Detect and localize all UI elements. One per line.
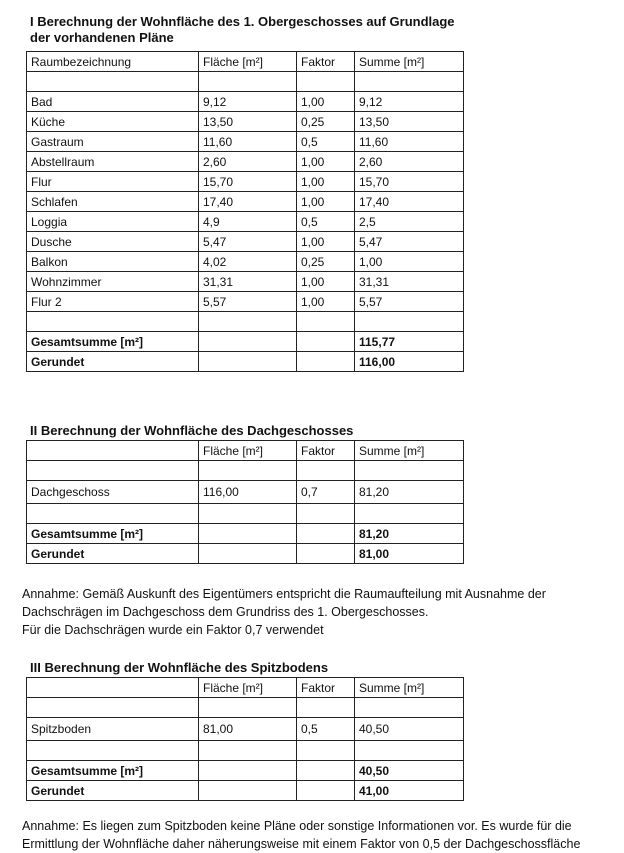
table-spitzboden	[26, 677, 464, 801]
room-factor: 1,00	[297, 192, 355, 212]
room-factor: 0,5	[297, 212, 355, 232]
column-header	[27, 678, 199, 698]
room-name: Flur	[27, 172, 199, 192]
total-label: Gesamtsumme [m²]	[27, 332, 199, 352]
room-sum: 15,70	[355, 172, 464, 192]
table-row	[27, 152, 464, 172]
note-line: Annahme: Es liegen zum Spitzboden keine Pläne oder sonstige Informationen vor. Es wurde für die	[22, 819, 572, 833]
room-name: Gastraum	[27, 132, 199, 152]
room-sum: 2,60	[355, 152, 464, 172]
room-area: 2,60	[199, 152, 297, 172]
total-value: 40,50	[355, 761, 464, 781]
room-area: 13,50	[199, 112, 297, 132]
rounded-label: Gerundet	[27, 781, 199, 801]
room-area: 116,00	[199, 481, 297, 504]
table-row-empty	[27, 461, 464, 481]
room-area: 4,9	[199, 212, 297, 232]
table-row	[27, 132, 464, 152]
room-factor: 0,25	[297, 252, 355, 272]
room-factor: 1,00	[297, 292, 355, 312]
table-dachgeschoss	[26, 440, 464, 564]
rounded-row	[27, 544, 464, 564]
room-name: Balkon	[27, 252, 199, 272]
room-factor: 0,25	[297, 112, 355, 132]
table-row	[27, 212, 464, 232]
rounded-value: 81,00	[355, 544, 464, 564]
room-factor: 1,00	[297, 92, 355, 112]
section-2-heading: II Berechnung der Wohnfläche des Dachgeschosses	[30, 423, 354, 438]
room-name: Bad	[27, 92, 199, 112]
column-header: Summe [m²]	[355, 441, 464, 461]
note-line: Ermittlung der Wohnfläche daher näherungsweise mit einem Faktor von 0,5 der Dachgeschossfläche	[22, 837, 581, 851]
room-sum: 17,40	[355, 192, 464, 212]
room-sum: 2,5	[355, 212, 464, 232]
section-1-heading-line-2: der vorhandenen Pläne	[30, 30, 174, 45]
table-header-row	[27, 678, 464, 698]
room-area: 4,02	[199, 252, 297, 272]
table-row-empty	[27, 741, 464, 761]
room-area: 81,00	[199, 718, 297, 741]
room-name: Küche	[27, 112, 199, 132]
room-area: 9,12	[199, 92, 297, 112]
table-row-empty	[27, 312, 464, 332]
column-header: Faktor	[297, 441, 355, 461]
note-line: Dachschrägen im Dachgeschoss dem Grundriss des 1. Obergeschosses.	[22, 605, 429, 619]
room-name: Loggia	[27, 212, 199, 232]
room-sum: 1,00	[355, 252, 464, 272]
room-sum: 5,47	[355, 232, 464, 252]
room-sum: 40,50	[355, 718, 464, 741]
table-row	[27, 92, 464, 112]
section-3-heading: III Berechnung der Wohnfläche des Spitzbodens	[30, 660, 329, 675]
room-sum: 13,50	[355, 112, 464, 132]
room-factor: 1,00	[297, 152, 355, 172]
column-header: Fläche [m²]	[199, 678, 297, 698]
room-sum: 9,12	[355, 92, 464, 112]
column-header: Faktor	[297, 52, 355, 72]
room-factor: 1,00	[297, 172, 355, 192]
room-factor: 1,00	[297, 232, 355, 252]
section-1-heading-line-1: I Berechnung der Wohnfläche des 1. Obergeschosses auf Grundlage	[30, 14, 455, 29]
table-row-empty	[27, 504, 464, 524]
room-factor: 0,5	[297, 718, 355, 741]
rounded-label: Gerundet	[27, 544, 199, 564]
section-1-heading	[30, 14, 455, 46]
column-header: Summe [m²]	[355, 678, 464, 698]
table-row-empty	[27, 698, 464, 718]
table-row	[27, 192, 464, 212]
table-row-empty	[27, 72, 464, 92]
section-2-note	[22, 585, 612, 639]
column-header: Raumbezeichnung	[27, 52, 199, 72]
room-area: 17,40	[199, 192, 297, 212]
column-header: Fläche [m²]	[199, 52, 297, 72]
room-area: 5,47	[199, 232, 297, 252]
total-label: Gesamtsumme [m²]	[27, 524, 199, 544]
room-factor: 0,5	[297, 132, 355, 152]
note-line: Für die Dachschrägen wurde ein Faktor 0,7 verwendet	[22, 623, 324, 637]
room-factor: 0,7	[297, 481, 355, 504]
section-3-note	[22, 817, 612, 853]
table-row	[27, 272, 464, 292]
table-header-row	[27, 441, 464, 461]
total-row	[27, 332, 464, 352]
rounded-label: Gerundet	[27, 352, 199, 372]
room-name: Wohnzimmer	[27, 272, 199, 292]
table-row	[27, 252, 464, 272]
table-row	[27, 718, 464, 741]
room-name: Dachgeschoss	[27, 481, 199, 504]
room-sum: 5,57	[355, 292, 464, 312]
note-line: Annahme: Gemäß Auskunft des Eigentümers entspricht die Raumaufteilung mit Ausnahme der	[22, 587, 546, 601]
table-row	[27, 481, 464, 504]
room-name: Spitzboden	[27, 718, 199, 741]
room-name: Flur 2	[27, 292, 199, 312]
rounded-row	[27, 352, 464, 372]
total-value: 115,77	[355, 332, 464, 352]
total-row	[27, 524, 464, 544]
column-header: Summe [m²]	[355, 52, 464, 72]
room-name: Schlafen	[27, 192, 199, 212]
room-area: 5,57	[199, 292, 297, 312]
room-sum: 81,20	[355, 481, 464, 504]
rounded-value: 41,00	[355, 781, 464, 801]
total-value: 81,20	[355, 524, 464, 544]
total-label: Gesamtsumme [m²]	[27, 761, 199, 781]
table-row	[27, 292, 464, 312]
room-sum: 11,60	[355, 132, 464, 152]
room-area: 15,70	[199, 172, 297, 192]
room-sum: 31,31	[355, 272, 464, 292]
column-header: Fläche [m²]	[199, 441, 297, 461]
room-area: 11,60	[199, 132, 297, 152]
table-row	[27, 232, 464, 252]
table-header-row	[27, 52, 464, 72]
table-obergeschoss	[26, 51, 464, 372]
room-factor: 1,00	[297, 272, 355, 292]
room-area: 31,31	[199, 272, 297, 292]
rounded-row	[27, 781, 464, 801]
room-name: Abstellraum	[27, 152, 199, 172]
rounded-value: 116,00	[355, 352, 464, 372]
table-row	[27, 112, 464, 132]
column-header: Faktor	[297, 678, 355, 698]
table-row	[27, 172, 464, 192]
total-row	[27, 761, 464, 781]
column-header	[27, 441, 199, 461]
room-name: Dusche	[27, 232, 199, 252]
